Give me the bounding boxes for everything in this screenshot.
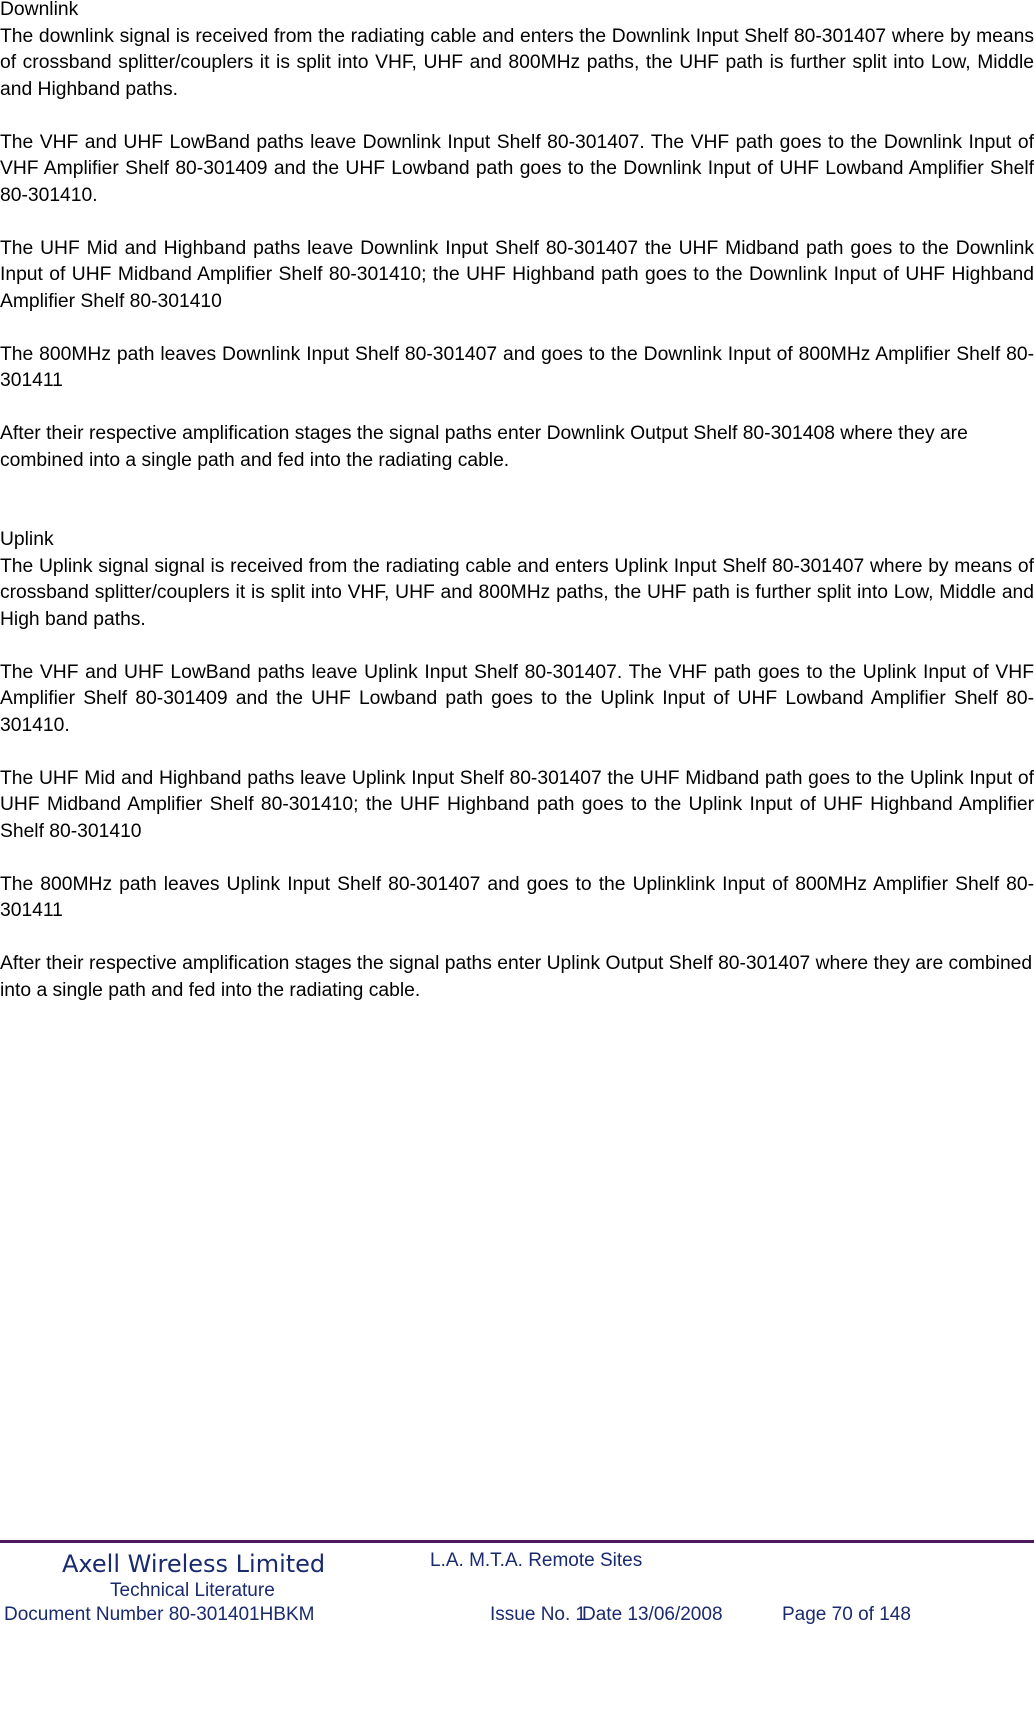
uplink-paragraph-4: The 800MHz path leaves Uplink Input Shelf 80-301407 and goes to the Uplinklink Input of 800MHz Amplifier Shelf 80-301411 (0, 873, 1034, 921)
uplink-heading: Uplink (0, 529, 54, 550)
uplink-paragraph-2: The VHF and UHF LowBand paths leave Uplink Input Shelf 80-301407. The VHF path goes to the Uplink Input of VHF Amplifier Shelf 80-301409 and the UHF Lowband path goes to the Uplink Input of UHF Lowband Amplifier Shelf 80-301410. (0, 661, 1034, 736)
downlink-paragraph-5: After their respective amplification stages the signal paths enter Downlink Output Shelf 80-301408 where they are combined into a single path and fed into the radiating cable. (0, 423, 968, 471)
footer-rule (0, 1540, 1034, 1543)
uplink-paragraph-3: The UHF Mid and Highband paths leave Uplink Input Shelf 80-301407 the UHF Midband path goes to the Uplink Input of UHF Midband Amplifier Shelf 80-301410; the UHF Highband path goes to the Uplink Input of UHF Highband Amplifier Shelf 80-301410 (0, 767, 1034, 842)
literature-label: Technical Literature (110, 1580, 275, 1601)
page-footer (0, 1540, 1034, 1657)
project-title: L.A. M.T.A. Remote Sites (430, 1550, 643, 1571)
page-number: Page 70 of 148 (782, 1604, 911, 1625)
uplink-paragraph-1: The Uplink signal signal is received from the radiating cable and enters Uplink Input Shelf 80-301407 where by means of crossband splitter/couplers it is split into VHF, UHF and 800MHz paths, the UHF path is further split into Low, Middle and High band paths. (0, 555, 1034, 630)
downlink-paragraph-1: The downlink signal is received from the radiating cable and enters the Downlink Input Shelf 80-301407 where by means of crossband splitter/couplers it is split into VHF, UHF and 800MHz paths, the UHF path is further split into Low, Middle and Highband paths. (0, 25, 1034, 100)
document-date: Date 13/06/2008 (582, 1604, 723, 1625)
company-name: Axell Wireless Limited (62, 1550, 326, 1578)
downlink-heading: Downlink (0, 0, 79, 20)
document-number: Document Number 80-301401HBKM (4, 1604, 315, 1625)
uplink-paragraph-5: After their respective amplification stages the signal paths enter Uplink Output Shelf 80-301407 where they are combined into a single path and fed into the radiating cable. (0, 953, 1033, 1001)
downlink-paragraph-2: The VHF and UHF LowBand paths leave Downlink Input Shelf 80-301407. The VHF path goes to the Downlink Input of VHF Amplifier Shelf 80-301409 and the UHF Lowband path goes to the Downlink Input of UHF Lowband Amplifier Shelf 80-301410. (0, 131, 1034, 206)
downlink-paragraph-3: The UHF Mid and Highband paths leave Downlink Input Shelf 80-301407 the UHF Midband path goes to the Downlink Input of UHF Midband Amplifier Shelf 80-301410; the UHF Highband path goes to the Downlink Input of UHF Highband Amplifier Shelf 80-301410 (0, 237, 1034, 312)
document-info-line (0, 1604, 1034, 1736)
issue-number: Issue No. 1 (490, 1604, 587, 1625)
downlink-paragraph-4: The 800MHz path leaves Downlink Input Shelf 80-301407 and goes to the Downlink Input of 800MHz Amplifier Shelf 80-301411 (0, 343, 1034, 391)
